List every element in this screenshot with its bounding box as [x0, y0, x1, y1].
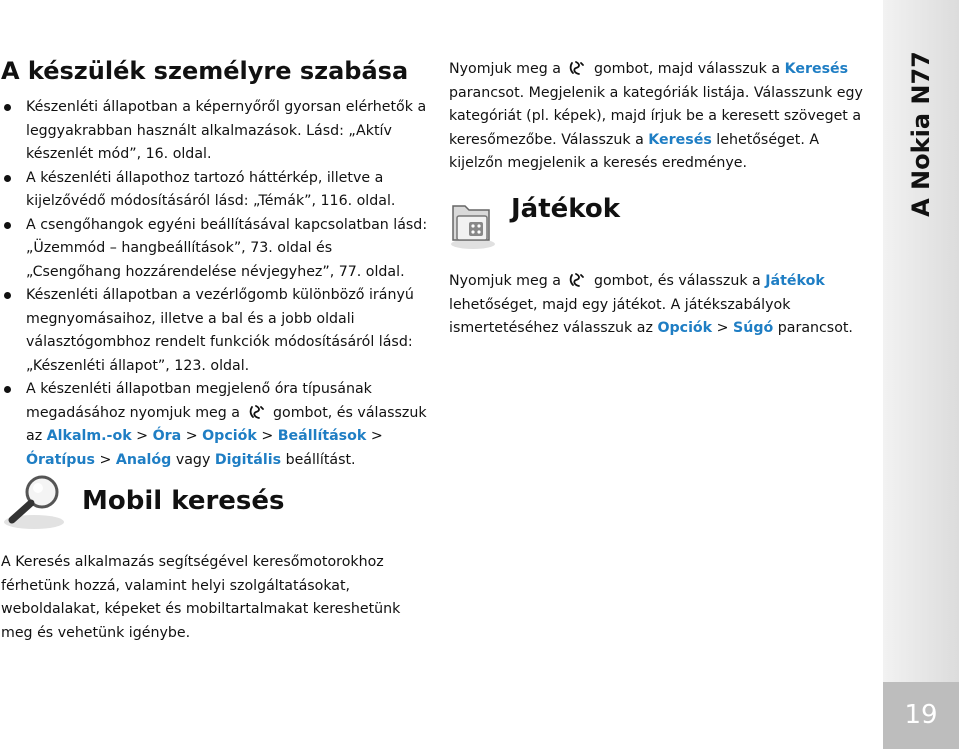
- search-title: Mobil keresés: [82, 486, 285, 516]
- menu-key-icon: [567, 60, 587, 76]
- menu-path-alkalm: Alkalm.-ok: [46, 428, 132, 444]
- menu-path-jatekok: Játékok: [765, 273, 825, 289]
- menu-key-icon: [247, 404, 267, 420]
- menu-path-oratipus: Óratípus: [26, 451, 95, 468]
- bullet-icon: [4, 104, 11, 111]
- list-item: Készenléti állapotban a képernyőről gyorsan elérhetők a leggyakrabban használt alkalmazások. Lásd: „Aktív készenlét mód”, 16. oldal.: [1, 96, 431, 167]
- brand-label: A Nokia N77: [907, 51, 935, 217]
- menu-path-kereses: Keresés: [648, 131, 712, 148]
- games-paragraph: Nyomjuk meg a gombot, és válasszuk a Játékok lehetőséget, majd egy játékot. A játékszabályok ismertetéséhez válasszuk az Opciók > Súgó parancsot.: [449, 273, 853, 336]
- menu-path-beallitasok: Beállítások: [277, 428, 367, 444]
- list-item: Készenléti állapotban a vezérlőgomb különböző irányú megnyomásaihoz, illetve a bal és a jobb oldali választógombhoz rendelt funkciók módosításáról lásd: „Készenléti állapot”, 123. oldal.: [1, 284, 431, 378]
- side-bar: [883, 0, 959, 749]
- page-number: 19: [883, 682, 959, 749]
- list-item: A készenléti állapotban megjelenő óra típusának megadásához nyomjuk meg a gombot, és válasszuk az Alkalm.-ok > Óra > Opciók > Beállítások > Óratípus > Analóg vagy Digitális beállítást.: [1, 378, 431, 472]
- bullet-list: [1, 96, 431, 472]
- games-folder-icon: [449, 196, 497, 250]
- menu-path-ora: Óra: [152, 428, 182, 444]
- games-heading-row: [449, 196, 620, 250]
- menu-path-kereses: Keresés: [784, 61, 849, 77]
- bullet-icon: [4, 175, 11, 182]
- menu-key-icon: [567, 272, 587, 288]
- search-paragraph: Nyomjuk meg a gombot, majd válasszuk a Keresés parancsot. Megjelenik a kategóriák listája. Válasszunk egy kategóriát (pl. képek), majd írjuk be a keresett szöveget a keresőmezőbe. Válasszuk a Keresés lehetőséget. A kijelzőn megjelenik a keresés eredménye.: [449, 61, 863, 171]
- section-title: A készülék személyre szabása: [1, 57, 409, 85]
- bullet-icon: [4, 292, 11, 299]
- list-item: A készenléti állapothoz tartozó háttérkép, illetve a kijelzővédő módosításáról lásd: „Témák”, 116. oldal.: [1, 167, 431, 214]
- menu-path-sugo: Súgó: [733, 320, 774, 336]
- left-column: [1, 56, 431, 472]
- menu-path-opciok: Opciók: [202, 428, 257, 444]
- magnifier-icon: [2, 470, 72, 532]
- bullet-icon: [4, 386, 11, 393]
- search-heading-row: [2, 470, 285, 532]
- bullet-icon: [4, 222, 11, 229]
- right-column: [449, 58, 869, 176]
- menu-path-opciok: Opciók: [657, 320, 713, 336]
- search-body: A Keresés alkalmazás segítségével keresőmotorokhoz férhetünk hozzá, valamint helyi szolgáltatásokat, weboldalakat, képeket és mobiltartalmakat kereshetünk meg és vehetünk igénybe.: [1, 554, 401, 641]
- games-title: Játékok: [511, 194, 621, 224]
- list-item: A csengőhangok egyéni beállításával kapcsolatban lásd: „Üzemmód – hangbeállítások”, 73. oldal és „Csengőhang hozzárendelése névjegyhez”, 77. oldal.: [1, 214, 431, 285]
- menu-path-analog: Analóg: [115, 451, 172, 468]
- menu-path-digitalis: Digitális: [214, 451, 282, 468]
